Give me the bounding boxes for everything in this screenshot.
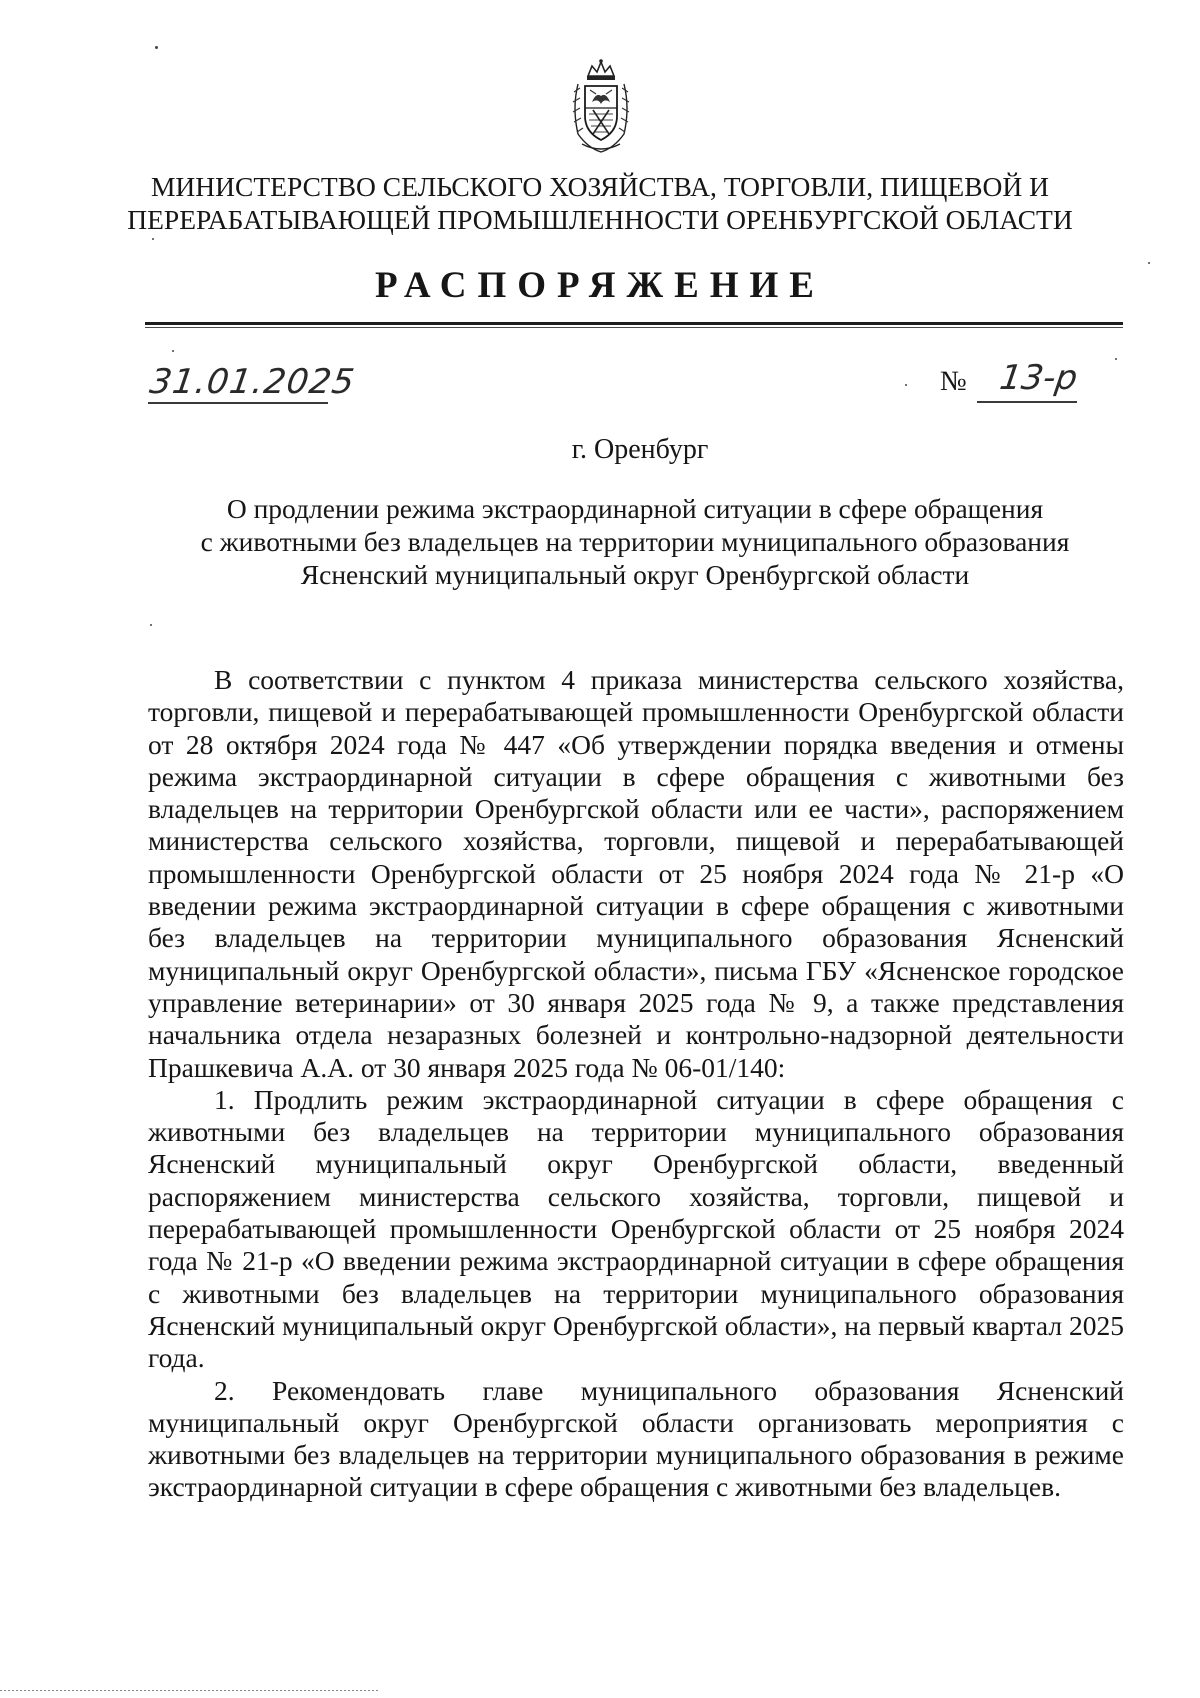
- document-title-line-3: Ясненский муниципальный округ Оренбургской области: [300, 559, 970, 590]
- scan-speck: [905, 384, 907, 386]
- document-body: [148, 664, 1124, 1504]
- date-underline: [148, 402, 328, 404]
- document-number-label: [940, 366, 967, 398]
- header-rule-thick: [145, 322, 1123, 325]
- number-sign: №: [940, 366, 967, 397]
- scan-speck: [152, 238, 154, 240]
- ministry-name-line-1: МИНИСТЕРСТВО СЕЛЬСКОГО ХОЗЯЙСТВА, ТОРГОВЛИ, ПИЩЕВОЙ И: [150, 171, 1050, 202]
- ministry-name: [90, 170, 1110, 236]
- coat-of-arms-icon: [568, 58, 634, 156]
- scan-edge-artifact: [0, 1690, 380, 1691]
- document-title: [170, 492, 1100, 591]
- document-city: г. Оренбург: [571, 434, 709, 465]
- scan-speck: [1115, 358, 1117, 360]
- order-item-2: 2. Рекомендовать главе муниципального образования Ясненский муниципальный округ Оренбургской области организовать мероприятия с животными без владельцев на территории муниципального образования в режиме экстраординарной ситуации в сфере обращения с животными без владельцев.: [148, 1374, 1124, 1503]
- document-number-handwritten: 13-р: [997, 358, 1080, 398]
- scan-speck: [1148, 262, 1150, 264]
- scan-speck: [150, 624, 152, 626]
- document-title-line-1: О продлении режима экстраординарной ситуации в сфере обращения: [226, 493, 1044, 524]
- ministry-name-line-2: ПЕРЕРАБАТЫВАЮЩЕЙ ПРОМЫШЛЕННОСТИ ОРЕНБУРГСКОЙ ОБЛАСТИ: [127, 204, 1073, 235]
- document-date-handwritten: 31.01.2025: [147, 362, 358, 402]
- preamble-paragraph: В соответствии с пунктом 4 приказа министерства сельского хозяйства, торговли, пищевой и перерабатывающей промышленности Оренбургской области от 28 октября 2024 года № 447 «Об утверждении порядка введения и отмены режима экстраординарной ситуации в сфере обращения с животными без владельцев на территории Оренбургской области или ее части», распоряжением министерства сельского хозяйства, торговли, пищевой и перерабатывающей промышленности Оренбургской области от 25 ноября 2024 года № 21-р «О введении режима экстраординарной ситуации в сфере обращения с животными без владельцев на территории муниципального образования Ясненский муниципальный округ Оренбургской области», письма ГБУ «Ясненское городское управление ветеринарии» от 30 января 2025 года № 9, а также представления начальника отдела незаразных болезней и контрольно-надзорной деятельности Прашкевича А.А. от 30 января 2025 года № 06-01/140:: [148, 664, 1124, 1083]
- scan-speck: [172, 350, 174, 352]
- scan-speck: [155, 46, 158, 49]
- number-underline: [977, 401, 1077, 403]
- document-type-heading: РАСПОРЯЖЕНИЕ: [374, 265, 825, 306]
- header-rule-thin: [145, 327, 1123, 328]
- order-item-1: 1. Продлить режим экстраординарной ситуации в сфере обращения с животными без владельцев на территории муниципального образования Ясненский муниципальный округ Оренбургской области, введенный распоряжением министерства сельского хозяйства, торговли, пищевой и перерабатывающей промышленности Оренбургской области от 25 ноября 2024 года № 21-р «О введении режима экстраординарной ситуации в сфере обращения с животными без владельцев на территории муниципального образования Ясненский муниципальный округ Оренбургской области», на первый квартал 2025 года.: [148, 1083, 1124, 1374]
- document-title-line-2: с животными без владельцев на территории муниципального образования: [200, 526, 1070, 557]
